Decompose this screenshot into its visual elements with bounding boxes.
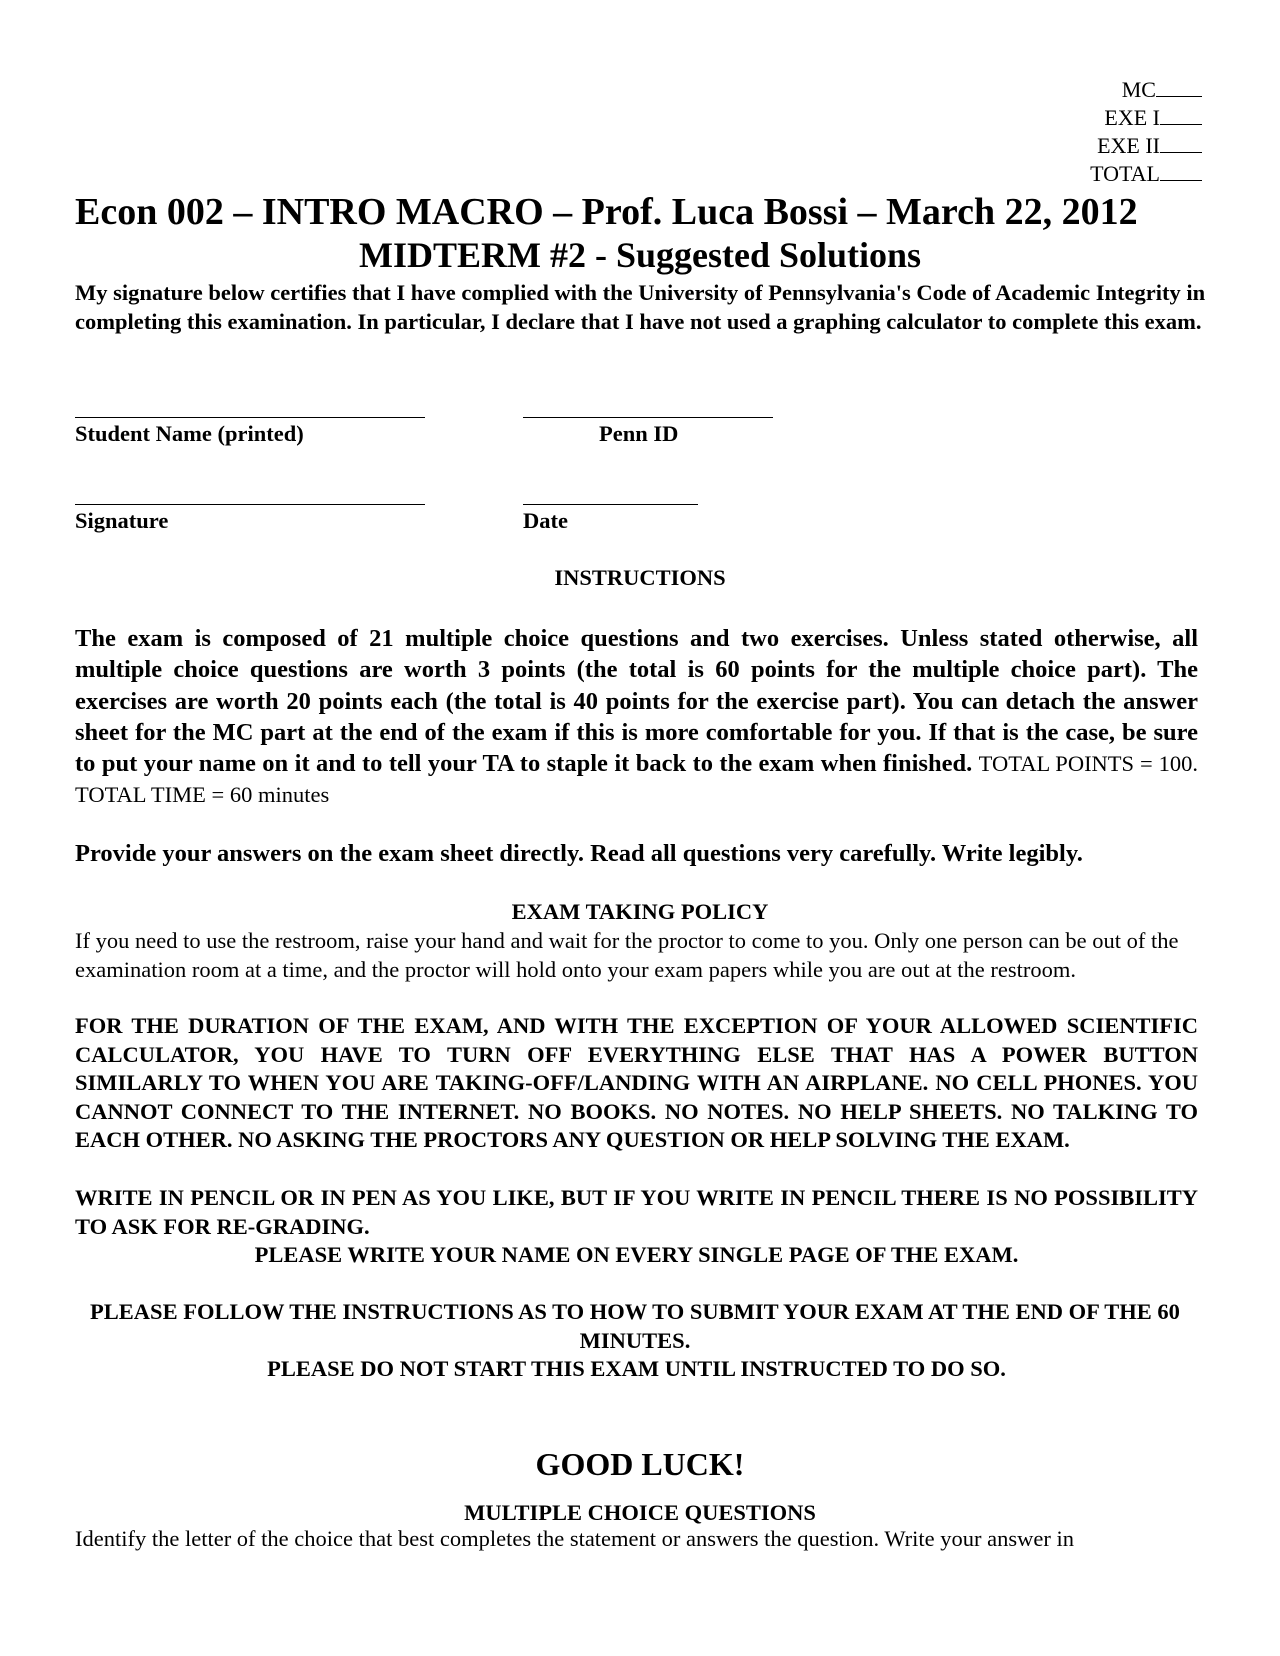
do-not-start-note: PLEASE DO NOT START THIS EXAM UNTIL INSTRUCTED TO DO SO.: [267, 1356, 1006, 1381]
mc-intro: Identify the letter of the choice that best completes the statement or answers the question. Write your answer in: [75, 1526, 1074, 1551]
name-every-page-note: PLEASE WRITE YOUR NAME ON EVERY SINGLE PAGE OF THE EXAM.: [254, 1242, 1019, 1267]
provide-answers-note: Provide your answers on the exam sheet directly. Read all questions very carefully. Write legibly.: [75, 840, 1083, 867]
restroom-policy: If you need to use the restroom, raise your hand and wait for the proctor to come to you. Only one person can be out of the examination room at a time, and the proctor will hold onto your exam papers while you are out at the restroom.: [75, 928, 1179, 982]
score-total-blank: [1160, 160, 1202, 181]
pencil-policy: WRITE IN PENCIL OR IN PEN AS YOU LIKE, BUT IF YOU WRITE IN PENCIL THERE IS NO POSSIBILITY TO ASK FOR RE-GRADING.: [75, 1185, 1198, 1239]
signature-label: Signature: [75, 508, 169, 533]
score-exe1-blank: [1160, 104, 1202, 125]
mc-heading: MULTIPLE CHOICE QUESTIONS: [464, 1500, 816, 1525]
date-label: Date: [523, 508, 568, 533]
policy-heading: EXAM TAKING POLICY: [511, 899, 769, 924]
submit-instructions-note: PLEASE FOLLOW THE INSTRUCTIONS AS TO HOW TO SUBMIT YOUR EXAM AT THE END OF THE 60 MINUTES.: [90, 1299, 1180, 1353]
score-exe1: [1090, 104, 1202, 132]
instructions-body: [75, 623, 1198, 811]
student-name-line: [75, 417, 425, 418]
student-name-label: Student Name (printed): [75, 421, 304, 446]
good-luck-heading: GOOD LUCK!: [535, 1446, 745, 1482]
integrity-statement: My signature below certifies that I have complied with the University of Pennsylvania's Code of Academic Integrity in completing this examination. In particular, I declare that I have not used a graphing calculator to complete this exam.: [75, 280, 1206, 334]
penn-id-label: Penn ID: [599, 421, 679, 446]
score-mc-blank: [1156, 76, 1202, 97]
score-box: [1090, 76, 1202, 188]
score-total: [1090, 160, 1202, 188]
score-total-label: TOTAL: [1090, 161, 1160, 186]
score-exe2: [1090, 132, 1202, 160]
date-line: [523, 504, 698, 505]
penn-id-line: [523, 417, 773, 418]
score-exe2-label: EXE II: [1097, 133, 1160, 158]
device-policy: FOR THE DURATION OF THE EXAM, AND WITH THE EXCEPTION OF YOUR ALLOWED SCIENTIFIC CALCULATOR, YOU HAVE TO TURN OFF EVERYTHING ELSE THAT HAS A POWER BUTTON SIMILARLY TO WHEN YOU ARE TAKING-OFF/LANDING WITH AN AIRPLANE. NO CELL PHONES. YOU CANNOT CONNECT TO THE INTERNET. NO BOOKS. NO NOTES. NO HELP SHEETS. NO TALKING TO EACH OTHER. NO ASKING THE PROCTORS ANY QUESTION OR HELP SOLVING THE EXAM.: [75, 1013, 1198, 1152]
score-exe1-label: EXE I: [1104, 105, 1160, 130]
signature-line: [75, 504, 425, 505]
score-mc-label: MC: [1121, 77, 1156, 102]
score-mc: [1090, 76, 1202, 104]
instructions-text: The exam is composed of 21 multiple choice questions and two exercises. Unless stated otherwise, all multiple choice questions are worth 3 points (the total is 60 points for the multiple choice part). The exercises are worth 20 points each (the total is 40 points for the exercise part). You can detach the answer sheet for the MC part at the end of the exam if this is more comfortable for you. If that is the case, be sure to put your name on it and to tell your TA to staple it back to the exam when finished.: [75, 625, 1198, 778]
page-title: Econ 002 – INTRO MACRO – Prof. Luca Bossi – March 22, 2012: [75, 191, 1138, 233]
instructions-heading: INSTRUCTIONS: [554, 565, 726, 590]
page-subtitle: MIDTERM #2 - Suggested Solutions: [358, 235, 922, 275]
instructions-totals: TOTAL POINTS = 100. TOTAL TIME = 60 minutes: [75, 751, 1199, 808]
score-exe2-blank: [1160, 132, 1202, 153]
